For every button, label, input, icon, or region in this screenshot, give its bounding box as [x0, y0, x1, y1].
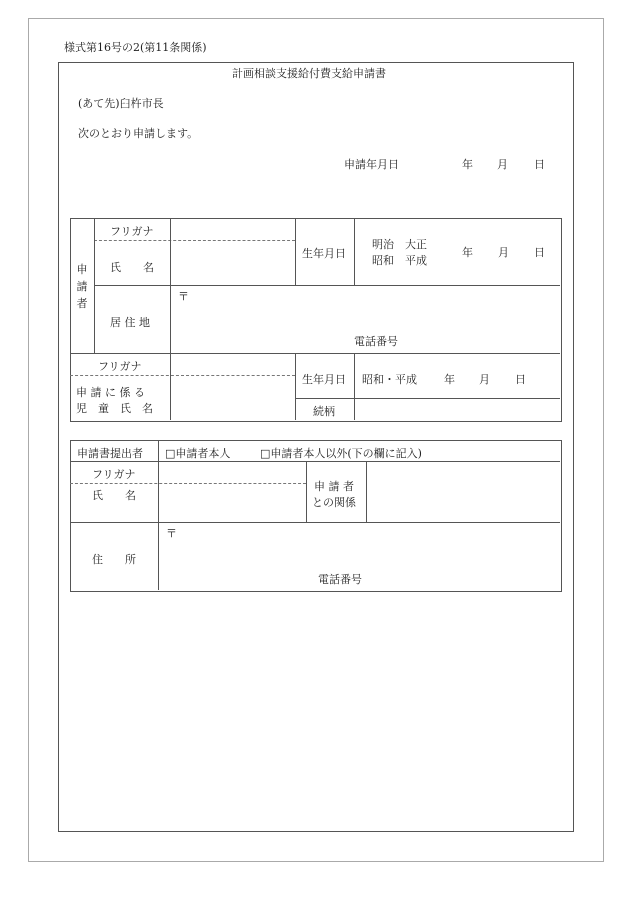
applicant-phone-label: 電話番号 [354, 335, 398, 348]
form-number: 様式第16号の2(第11条関係) [64, 41, 207, 54]
application-date-label: 申請年月日 [344, 158, 399, 171]
rule [94, 285, 560, 286]
applicant-name-label: 氏 名 [110, 261, 154, 274]
applicant-birth-label: 生年月日 [302, 247, 346, 260]
rule [295, 398, 560, 399]
child-name-label-1: 申 請 に 係 る [76, 386, 145, 399]
furigana-separator [70, 483, 306, 484]
submitter-option-other[interactable]: □申請者本人以外(下の欄に記入) [260, 447, 422, 460]
submitter-relation-label-1: 申 請 者 [314, 480, 354, 493]
rule [295, 218, 296, 285]
submitter-furigana-label: フリガナ [92, 468, 136, 481]
child-relation-label: 続柄 [313, 405, 335, 418]
application-date-day: 日 [534, 158, 545, 171]
rule [295, 353, 296, 420]
rule [70, 461, 560, 462]
form-title: 計画相談支援給付費支給申請書 [232, 67, 386, 80]
applicant-birth-month: 月 [498, 246, 509, 259]
child-furigana-label: フリガナ [98, 360, 142, 373]
furigana-separator [70, 375, 295, 376]
furigana-separator [94, 240, 295, 241]
applicant-side-label: 申 請 者 [76, 263, 88, 310]
rule [70, 522, 560, 523]
applicant-era-options-1: 明治 大正 [372, 238, 427, 251]
rule [158, 440, 159, 590]
submitter-name-label: 氏 名 [92, 489, 136, 502]
submitter-option-self[interactable]: □申請者本人 [165, 447, 231, 460]
child-birth-day: 日 [515, 373, 526, 386]
rule [306, 461, 307, 522]
child-birth-label: 生年月日 [302, 373, 346, 386]
submitter-phone-label: 電話番号 [318, 573, 362, 586]
submitter-postal-mark: 〒 [166, 527, 177, 540]
application-date-year: 年 [462, 158, 473, 171]
rule [366, 461, 367, 522]
applicant-postal-mark: 〒 [178, 290, 189, 303]
addressee: (あて先)臼杵市長 [78, 97, 164, 110]
child-era-options: 昭和・平成 [362, 373, 417, 386]
applicant-birth-day: 日 [534, 246, 545, 259]
applicant-era-options-2: 昭和 平成 [372, 254, 427, 267]
applicant-birth-year: 年 [462, 246, 473, 259]
rule [354, 218, 355, 285]
child-name-label-2: 児 童 氏 名 [76, 402, 153, 415]
child-birth-month: 月 [479, 373, 490, 386]
rule [170, 218, 171, 420]
rule [354, 353, 355, 420]
submitter-relation-label-2: との関係 [312, 496, 356, 509]
intro-text: 次のとおり申請します。 [78, 127, 199, 140]
applicant-address-label: 居 住 地 [110, 316, 150, 329]
rule [70, 353, 560, 354]
submitter-label: 申請書提出者 [77, 447, 143, 460]
child-birth-year: 年 [444, 373, 455, 386]
rule [94, 218, 95, 353]
submitter-table-frame [70, 440, 562, 592]
application-date-month: 月 [497, 158, 508, 171]
applicant-furigana-label: フリガナ [110, 225, 154, 238]
submitter-address-label: 住 所 [92, 553, 136, 566]
